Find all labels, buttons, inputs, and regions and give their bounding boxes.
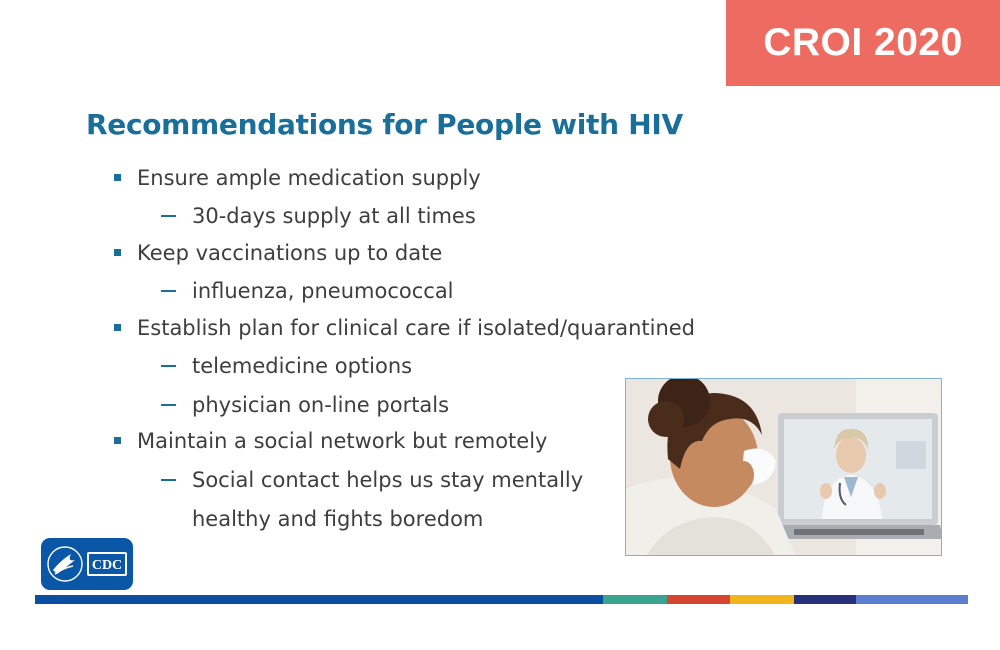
footer-stripe-segment xyxy=(603,595,667,604)
sub-bullet-item: physician on-line portals xyxy=(192,393,450,417)
sub-bullet-dash-icon xyxy=(161,215,176,217)
cdc-logo-text: CDC xyxy=(91,558,123,573)
sub-bullet-item: 30-days supply at all times xyxy=(192,204,476,228)
bullet-item: Ensure ample medication supply xyxy=(137,166,481,190)
conference-badge-label: CROI 2020 xyxy=(763,21,963,64)
telemedicine-photo xyxy=(625,378,942,556)
sub-bullet-dash-icon xyxy=(161,479,176,481)
footer-stripe-segment xyxy=(35,595,603,604)
footer-stripe-segment xyxy=(794,595,856,604)
footer-stripe-segment xyxy=(856,595,968,604)
conference-badge xyxy=(726,0,1000,86)
sub-bullet-continuation: healthy and fights boredom xyxy=(192,507,484,531)
bullet-square-icon xyxy=(114,174,121,181)
footer-stripe-segment xyxy=(667,595,730,604)
bullet-square-icon xyxy=(114,437,121,444)
cdc-logo xyxy=(41,538,133,590)
bullet-square-icon xyxy=(114,324,121,331)
sub-bullet-dash-icon xyxy=(161,365,176,367)
sub-bullet-dash-icon xyxy=(161,404,176,406)
bullet-item: Keep vaccinations up to date xyxy=(137,241,443,265)
sub-bullet-item: Social contact helps us stay mentally xyxy=(192,468,584,492)
sub-bullet-item: telemedicine options xyxy=(192,354,413,378)
sub-bullet-item: influenza, pneumococcal xyxy=(192,279,454,303)
sub-bullet-dash-icon xyxy=(161,290,176,292)
cdc-logo-graphic xyxy=(41,538,133,590)
footer-stripe-segment xyxy=(730,595,794,604)
bullet-square-icon xyxy=(114,249,121,256)
telemedicine-photo-illustration xyxy=(626,379,942,556)
bullet-item: Maintain a social network but remotely xyxy=(137,429,548,453)
bullet-item: Establish plan for clinical care if isolated/quarantined xyxy=(137,316,696,340)
slide-title: Recommendations for People with HIV xyxy=(86,108,683,141)
